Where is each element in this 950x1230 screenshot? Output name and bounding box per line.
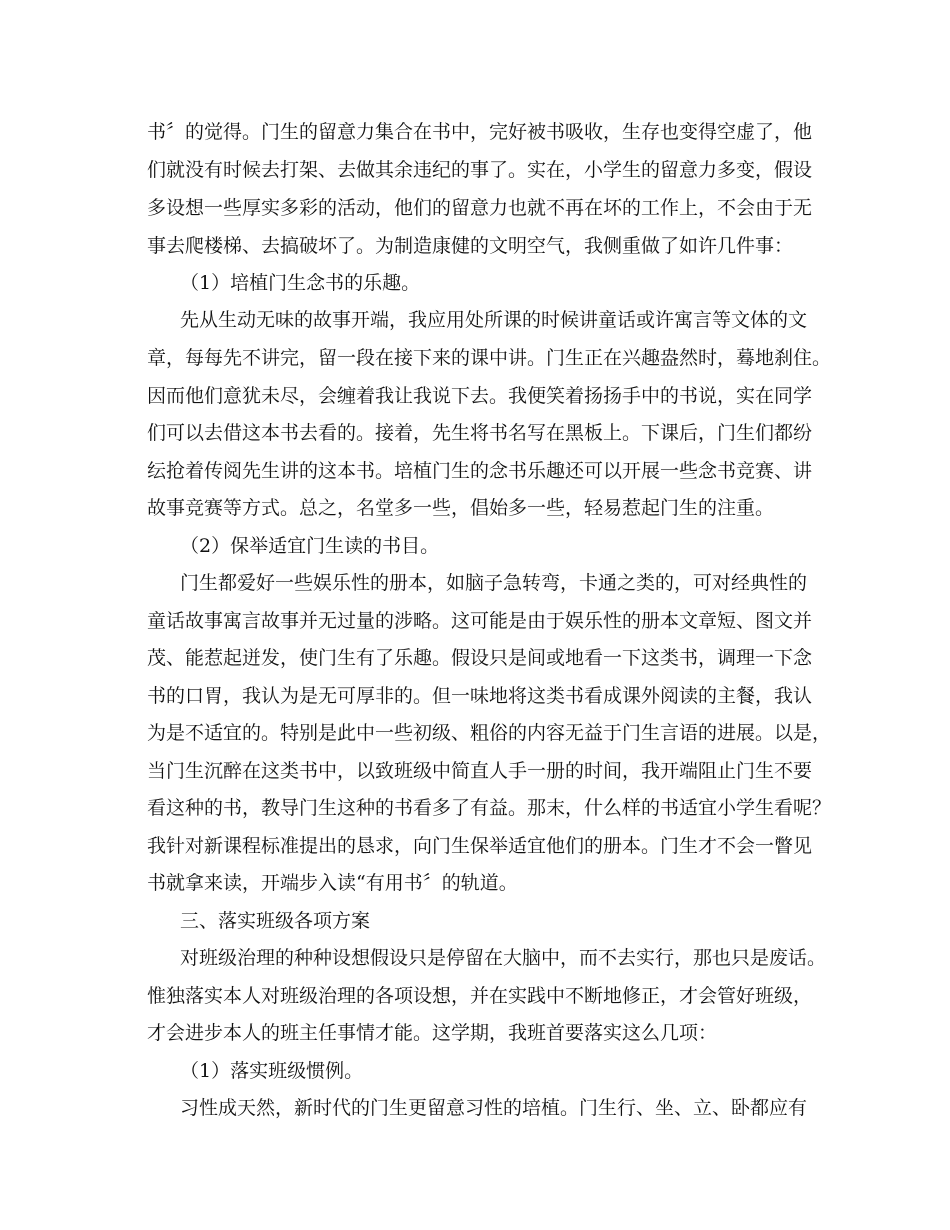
section-heading: 三、落实班级各项方案 (180, 910, 371, 932)
text-line: 才会进步本人的班主任事情才能。这学期，我班首要落实这么几项： (147, 1022, 718, 1044)
text-line: 事去爬楼梯、去搞破坏了。为制造康健的文明空气，我侧重做了如许几件事： (147, 235, 794, 257)
text-line: 惟独落实本人对班级治理的各项设想，并在实践中不断地修正，才会管好班级， (147, 985, 813, 1007)
text-line: 章，每每先不讲完，留一段在接下来的课中讲。门生正在兴趣盎然时，蓦地刹住。 (147, 347, 832, 369)
text-line: 我针对新课程标准提出的恳求，向门生保举适宜他们的册本。门生才不会一瞥见 (147, 835, 813, 857)
text-line: 书就拿来读，开端步入读“有用书〞的轨道。 (147, 872, 518, 894)
text-line: 门生都爱好一些娱乐性的册本，如脑子急转弯，卡通之类的，可对经典性的 (180, 572, 808, 594)
text-line: 书的口胃，我认为是无可厚非的。但一味地将这类书看成课外阅读的主餐，我认 (147, 685, 813, 707)
subheading: （2）保举适宜门生读的书目。 (180, 535, 440, 557)
subheading: （1）培植门生念书的乐趣。 (180, 272, 421, 294)
text-line: 书〞的觉得。门生的留意力集合在书中，完好被书吸收，生存也变得空虚了，他 (147, 121, 813, 143)
text-line: 先从生动无味的故事开端，我应用处所课的时候讲童话或许寓言等文体的文 (180, 309, 808, 331)
text-line: 习性成天然，新时代的门生更留意习性的培植。门生行、坐、立、卧都应有 (180, 1097, 808, 1119)
text-line: 们可以去借这本书去看的。接着，先生将书名写在黑板上。下课后，门生们都纷 (147, 422, 813, 444)
text-line: 对班级治理的种种设想假设只是停留在大脑中，而不去实行，那也只是废话。 (180, 947, 827, 969)
text-line: 为是不适宜的。特别是此中一些初级、粗俗的内容无益于门生言语的进展。以是， (147, 722, 832, 744)
text-line: 纭抢着传阅先生讲的这本书。培植门生的念书乐趣还可以开展一些念书竞赛、讲 (147, 460, 813, 482)
text-line: 多设想一些厚实多彩的活动，他们的留意力也就不再在坏的工作上，不会由于无 (147, 197, 813, 219)
text-line: 们就没有时候去打架、去做其余违纪的事了。实在，小学生的留意力多变，假设 (147, 159, 813, 181)
text-line: 茂、能惹起迸发，使门生有了乐趣。假设只是间或地看一下这类书，调理一下念 (147, 647, 813, 669)
text-line: 故事竞赛等方式。总之，名堂多一些，倡始多一些，轻易惹起门生的注重。 (147, 497, 775, 519)
text-line: 童话故事寓言故事并无过量的涉略。这可能是由于娱乐性的册本文章短、图文并 (147, 610, 813, 632)
text-line: 当门生沉醉在这类书中，以致班级中简直人手一册的时间，我开端阻止门生不要 (147, 760, 813, 782)
subheading: （1）落实班级惯例。 (180, 1060, 364, 1082)
text-line: 因而他们意犹未尽，会缠着我让我说下去。我便笑着扬扬手中的书说，实在同学 (147, 385, 813, 407)
text-line: 看这种的书，教导门生这种的书看多了有益。那末，什么样的书适宜小学生看呢？ (147, 797, 832, 819)
